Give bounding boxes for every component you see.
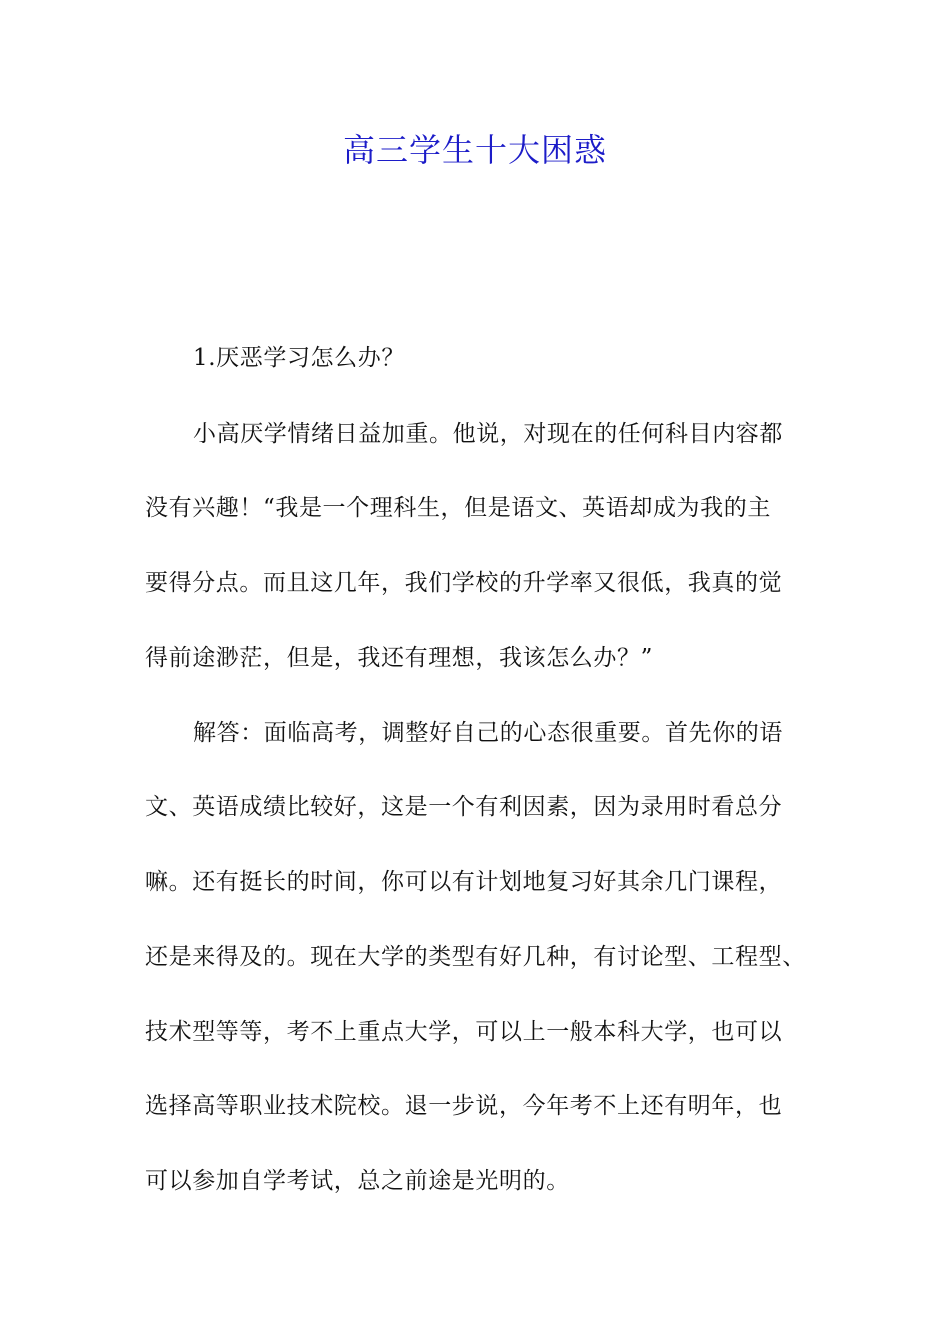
text-line: 可以参加自学考试，总之前途是光明的。	[145, 1168, 570, 1194]
text-line: 得前途渺茫，但是，我还有理想，我该怎么办？”	[145, 645, 653, 671]
text-line: 嘛。还有挺长的时间，你可以有计划地复习好其余几门课程，	[145, 869, 783, 895]
text-line: 解答：面临高考，调整好自己的心态很重要。首先你的语	[193, 720, 783, 746]
text-line: 小高厌学情绪日益加重。他说，对现在的任何科目内容都	[193, 421, 783, 447]
text-line: 技术型等等，考不上重点大学，可以上一般本科大学，也可以	[145, 1019, 783, 1045]
text-line: 文、英语成绩比较好，这是一个有利因素，因为录用时看总分	[145, 794, 783, 820]
text-line: 要得分点。而且这几年，我们学校的升学率又很低，我真的觉	[145, 570, 783, 596]
document-title: 高三学生十大困惑	[342, 131, 607, 169]
text-line: 没有兴趣！“我是一个理科生，但是语文、英语却成为我的主	[145, 495, 771, 521]
text-line: 选择高等职业技术院校。退一步说，今年考不上还有明年，也	[145, 1093, 783, 1119]
text-line: 还是来得及的。现在大学的类型有好几种，有讨论型、工程型、	[145, 944, 806, 970]
section-heading: 1.厌恶学习怎么办？	[193, 345, 405, 371]
